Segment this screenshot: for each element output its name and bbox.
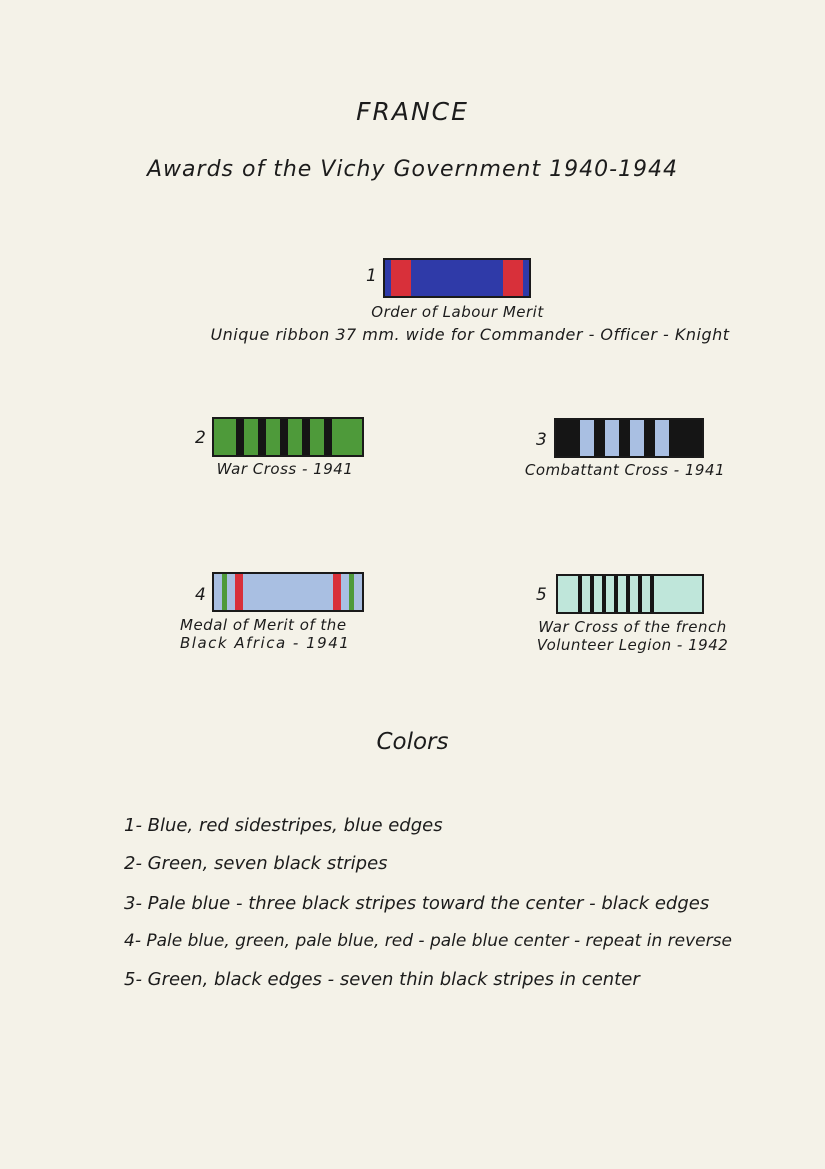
color-description-1: 1- Blue, red sidestripes, blue edges xyxy=(124,815,443,836)
award-2-caption xyxy=(190,460,380,478)
color-description-2: 2- Green, seven black stripes xyxy=(124,853,388,874)
award-1-note-caption xyxy=(160,325,780,344)
color-description-3: 3- Pale blue - three black stripes toward the center - black edges xyxy=(124,893,710,914)
award-3-name: Combattant Cross - 1941 xyxy=(524,461,726,479)
award-2-number: 2 xyxy=(195,428,206,448)
award-2-name: War Cross - 1941 xyxy=(216,460,354,478)
color-description-5: 5- Green, black edges - seven thin black stripes in center xyxy=(124,969,640,990)
award-3-ribbon xyxy=(554,418,704,458)
award-4-number: 4 xyxy=(195,585,206,605)
award-1-number: 1 xyxy=(366,266,377,286)
award-4-ribbon xyxy=(212,572,364,612)
award-5-ribbon xyxy=(556,574,704,614)
award-1-ribbon xyxy=(383,258,531,298)
award-4-name-line2: Black Africa - 1941 xyxy=(180,634,351,652)
page-subtitle: Awards of the Vichy Government 1940-1944 xyxy=(147,157,678,182)
award-5-number: 5 xyxy=(536,585,547,605)
page-title: FRANCE xyxy=(356,97,469,126)
color-description-4: 4- Pale blue, green, pale blue, red - pale blue center - repeat in reverse xyxy=(124,931,732,951)
award-3-number: 3 xyxy=(536,430,547,450)
award-5-name-line1: War Cross of the french xyxy=(538,618,727,636)
award-4-name-line1: Medal of Merit of the xyxy=(180,616,347,634)
award-5-caption xyxy=(510,618,755,654)
award-5-name-line2: Volunteer Legion - 1942 xyxy=(536,636,729,654)
award-1-note: Unique ribbon 37 mm. wide for Commander - Officer - Knight xyxy=(210,325,730,344)
award-1-name: Order of Labour Merit xyxy=(371,303,544,321)
award-3-caption xyxy=(505,461,745,479)
award-4-caption xyxy=(165,616,420,652)
award-2-ribbon xyxy=(212,417,364,457)
colors-heading: Colors xyxy=(376,729,449,755)
award-1-caption xyxy=(250,303,665,321)
